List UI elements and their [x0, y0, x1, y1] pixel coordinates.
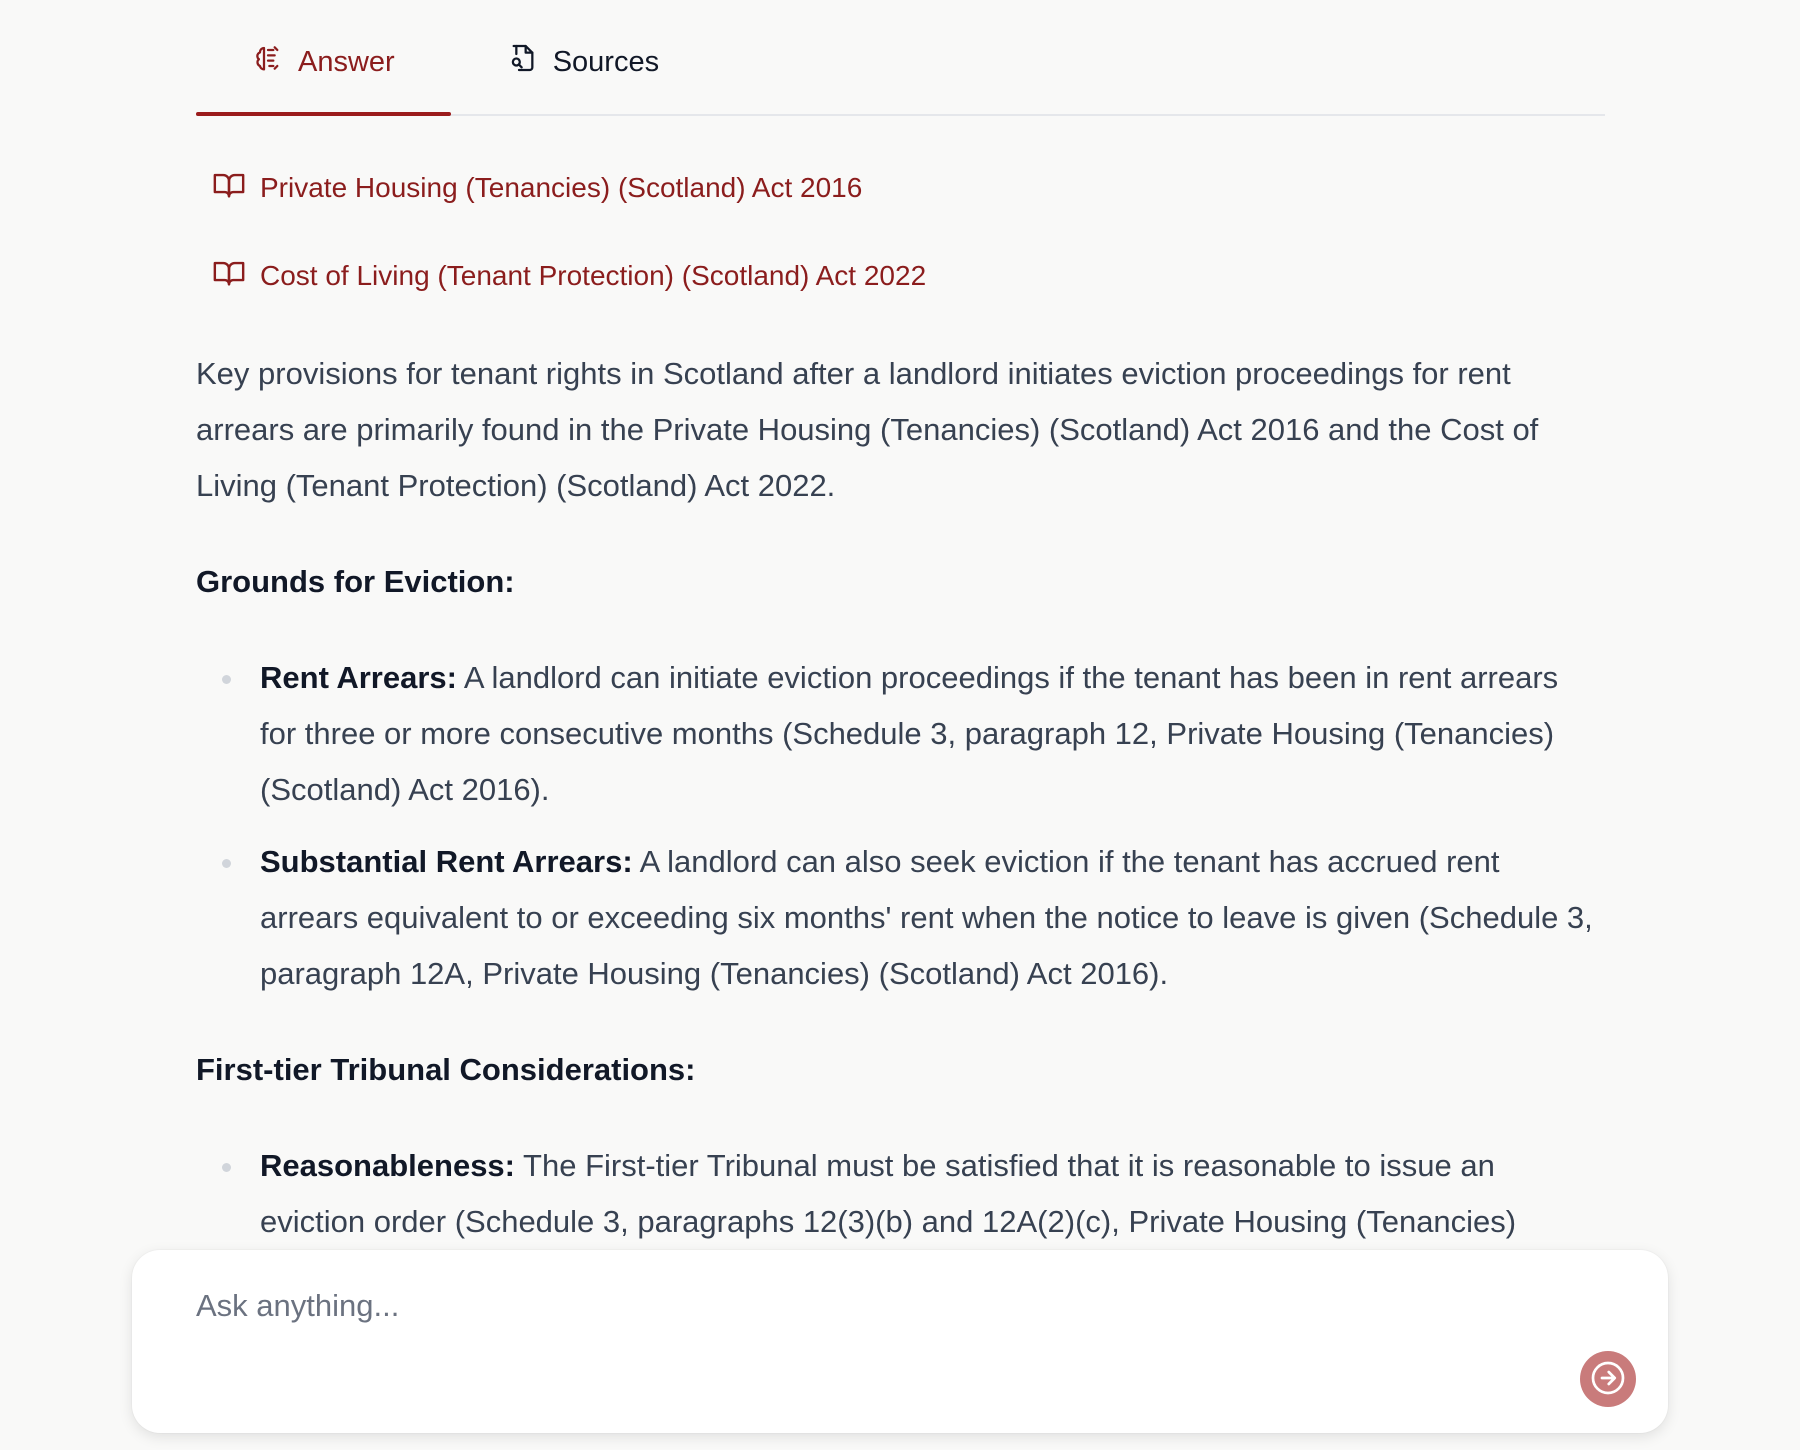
list-item [196, 650, 1596, 818]
list-item-text: The First-tier Tribunal must be satisfied that it is reasonable to issue an eviction order (Schedule 3, paragraphs 12(3)(b) and 12A(2)(c), Private Housing (Tenancies) [260, 1148, 1517, 1239]
main-container [196, 0, 1605, 1250]
book-open-icon [212, 168, 246, 209]
tab-answer[interactable] [196, 0, 451, 114]
list-item-text: A landlord can also seek eviction if the tenant has accrued rent arrears equivalent to or exceeding six months' rent when the notice to leave is given (Schedule 3, paragraph 12A, Private Housing (Tenancies) (Scotland) Act 2016). [260, 844, 1593, 991]
list-item-term: Substantial Rent Arrears: [260, 844, 633, 879]
send-button[interactable] [1580, 1351, 1636, 1407]
tab-bar [196, 0, 1605, 116]
source-links [196, 170, 1605, 294]
source-link-label: Cost of Living (Tenant Protection) (Scotland) Act 2022 [260, 260, 927, 291]
bullet-list [196, 1138, 1605, 1250]
list-item-term: Rent Arrears: [260, 660, 457, 695]
book-open-icon [212, 256, 246, 297]
tab-sources[interactable] [451, 0, 659, 114]
document-search-icon [507, 42, 539, 82]
source-link-label: Private Housing (Tenancies) (Scotland) Act 2016 [260, 172, 863, 203]
section-heading: Grounds for Eviction: [196, 564, 515, 599]
answer-body [196, 346, 1605, 1250]
bullet-list [196, 650, 1605, 1002]
source-link[interactable] [212, 258, 1605, 294]
source-link[interactable] [212, 170, 1605, 206]
answer-intro: Key provisions for tenant rights in Scotland after a landlord initiates eviction proceedings for rent arrears are primarily found in the Private Housing (Tenancies) (Scotland) Act 2016 and the Cost of Living (Tenant Protection) (Scotland) Act 2022. [196, 356, 1539, 503]
list-item [196, 834, 1596, 1002]
tab-sources-label: Sources [552, 45, 660, 78]
list-item-text: A landlord can initiate eviction proceedings if the tenant has been in rent arrears for three or more consecutive months (Schedule 3, paragraph 12, Private Housing (Tenancies) (Scotland) Act 2016). [260, 660, 1559, 807]
list-item-term: Reasonableness: [260, 1148, 515, 1183]
brain-icon [252, 42, 284, 82]
list-item [196, 1138, 1596, 1250]
ask-input[interactable] [196, 1286, 1576, 1326]
chat-input-card [132, 1250, 1668, 1433]
section-heading: First-tier Tribunal Considerations: [196, 1052, 696, 1087]
arrow-right-icon [1590, 1360, 1626, 1399]
tab-answer-label: Answer [298, 45, 395, 78]
